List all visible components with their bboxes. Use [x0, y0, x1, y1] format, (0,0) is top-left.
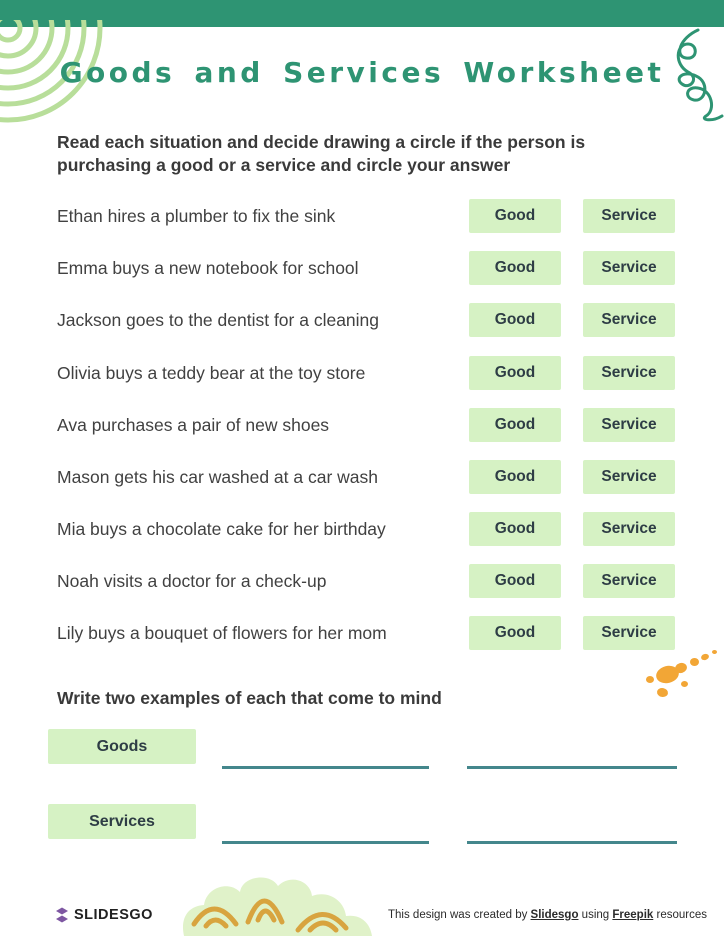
service-button[interactable]: Service: [583, 512, 675, 546]
good-button[interactable]: Good: [469, 460, 561, 494]
service-button[interactable]: Service: [583, 460, 675, 494]
situation-row: [57, 356, 675, 390]
situation-text: Mason gets his car washed at a car wash: [57, 466, 378, 487]
slidesgo-logo: [55, 904, 153, 926]
good-button[interactable]: Good: [469, 564, 561, 598]
situation-text: Emma buys a new notebook for school: [57, 257, 359, 278]
situation-row: [57, 303, 675, 337]
bush-rainbow-icon: [178, 872, 378, 936]
attribution-text: [388, 909, 707, 921]
good-button[interactable]: Good: [469, 199, 561, 233]
service-button[interactable]: Service: [583, 408, 675, 442]
service-button[interactable]: Service: [583, 564, 675, 598]
attribution-freepik-link[interactable]: Freepik: [612, 909, 654, 921]
situation-row: [57, 460, 675, 494]
service-button[interactable]: Service: [583, 616, 675, 650]
slidesgo-icon: [55, 907, 69, 923]
attribution-suffix: resources: [653, 909, 707, 921]
service-button[interactable]: Service: [583, 251, 675, 285]
situation-row: [57, 616, 675, 650]
services-label-box: Services: [48, 804, 196, 839]
situation-row: [57, 408, 675, 442]
situation-text: Mia buys a chocolate cake for her birthday: [57, 518, 386, 539]
attribution-middle: using: [578, 909, 613, 921]
instructions-text: Read each situation and decide drawing a circle if the person is purchasing a good or a service and circle your answer: [57, 132, 586, 175]
attribution-slidesgo-link[interactable]: Slidesgo: [530, 909, 579, 921]
slidesgo-logo-text: SLIDESGO: [74, 907, 153, 923]
services-answer-blank-1[interactable]: [222, 841, 429, 844]
good-button[interactable]: Good: [469, 356, 561, 390]
situation-text: Ethan hires a plumber to fix the sink: [57, 205, 336, 226]
page-title: Goods and Services Worksheet: [59, 56, 665, 89]
situation-row: [57, 512, 675, 546]
attribution-prefix: This design was created by: [388, 909, 531, 921]
situation-text: Noah visits a doctor for a check-up: [57, 570, 327, 591]
situation-text: Lily buys a bouquet of flowers for her mom: [57, 622, 387, 643]
services-answer-blank-2[interactable]: [467, 841, 677, 844]
good-button[interactable]: Good: [469, 251, 561, 285]
situation-text: Olivia buys a teddy bear at the toy store: [57, 362, 366, 383]
service-button[interactable]: Service: [583, 199, 675, 233]
good-button[interactable]: Good: [469, 303, 561, 337]
service-button[interactable]: Service: [583, 303, 675, 337]
situation-text: Jackson goes to the dentist for a cleaning: [57, 309, 380, 330]
situation-row: [57, 564, 675, 598]
situation-text: Ava purchases a pair of new shoes: [57, 414, 330, 435]
situation-row: [57, 251, 675, 285]
goods-label-box: Goods: [48, 729, 196, 764]
examples-heading: Write two examples of each that come to mind: [57, 688, 442, 708]
service-button[interactable]: Service: [583, 356, 675, 390]
good-button[interactable]: Good: [469, 512, 561, 546]
situation-row: [57, 199, 675, 233]
goods-answer-blank-2[interactable]: [467, 766, 677, 769]
goods-answer-blank-1[interactable]: [222, 766, 429, 769]
good-button[interactable]: Good: [469, 408, 561, 442]
good-button[interactable]: Good: [469, 616, 561, 650]
